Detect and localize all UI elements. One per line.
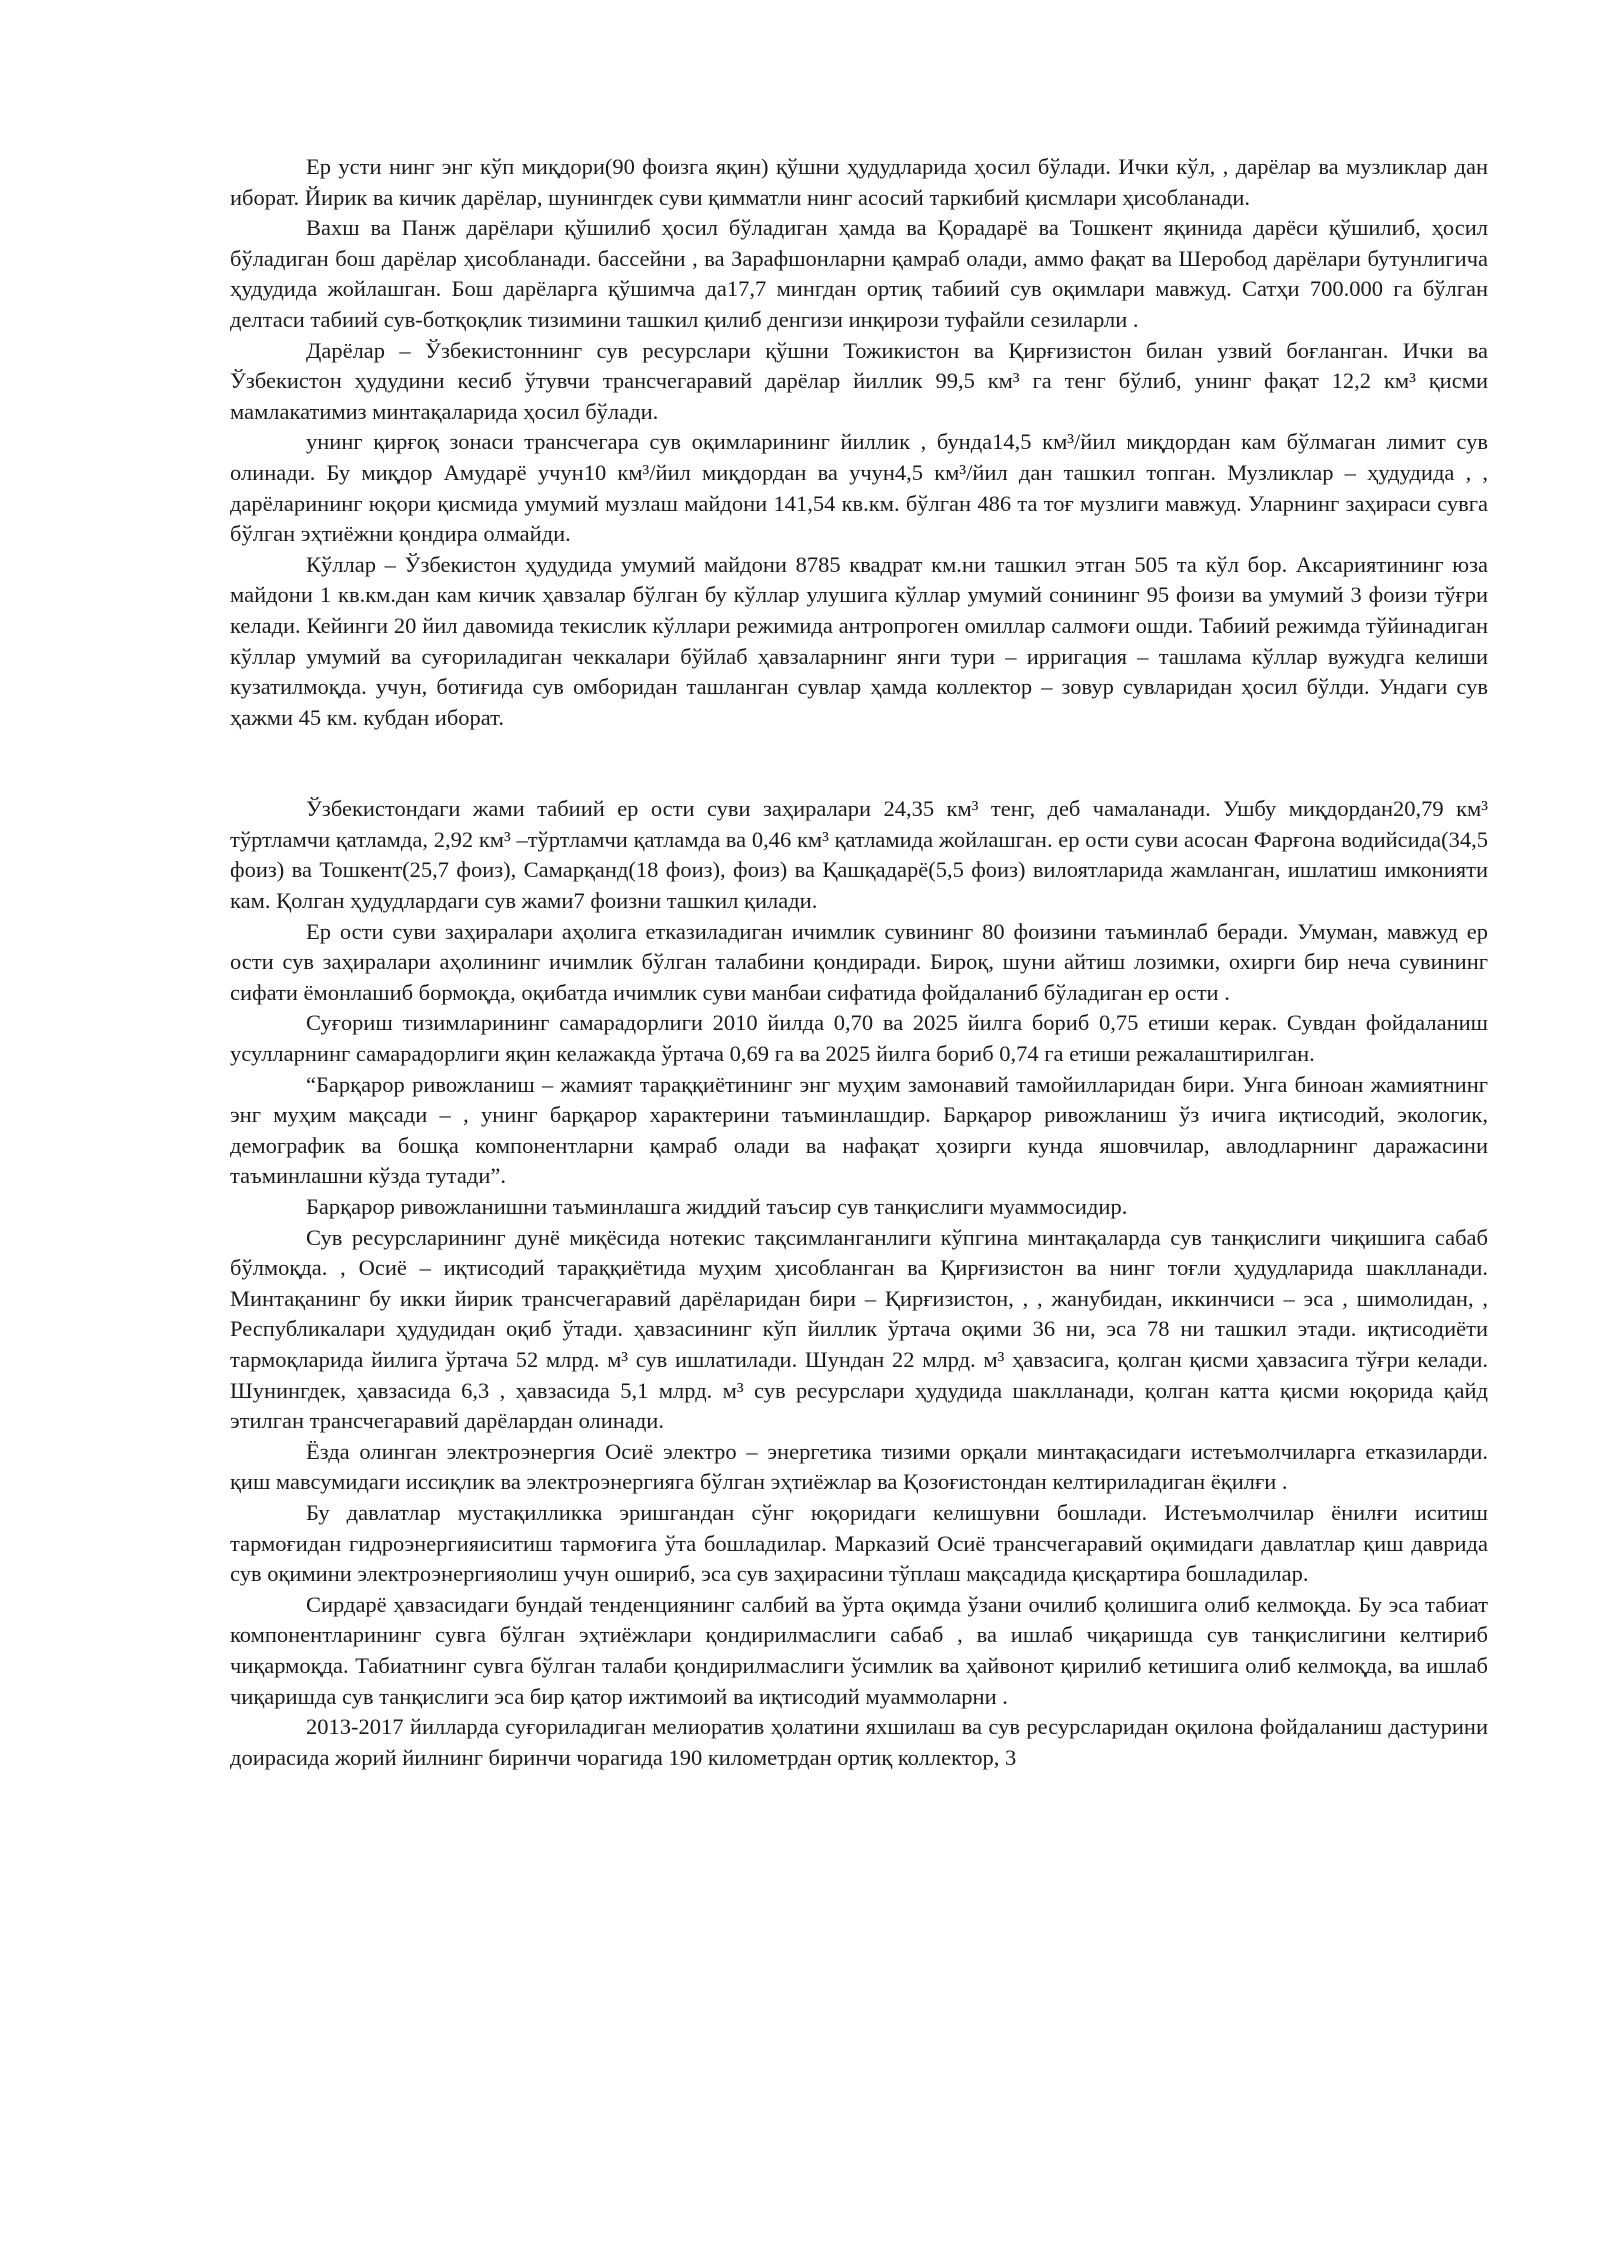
paragraph: Сирдарё ҳавзасидаги бундай тенденциянинг салбий ва ўрта оқимда ўзани очилиб қолишига олиб келмоқда. Бу эса табиат компонентларининг сувга бўлган эҳтиёжлари қондирилмаслиги сабаб , ва ишлаб чиқаришда сув танқислигини келтириб чиқармоқда. Табиатнинг сувга бўлган талаби қондирилмаслиги ўсимлик ва ҳайвонот қирилиб кетишига олиб келмоқда, ва ишлаб чиқаришда сув танқислиги эса бир қатор ижтимоий ва иқтисодий муаммоларни . (230, 1591, 1488, 1709)
paragraph: “Барқарор ривожланиш – жамият тараққиётининг энг муҳим замонавий тамойилларидан бири. Унга биноан жамиятнинг энг муҳим мақсади – , унинг барқарор характерини таъминлашдир. Барқарор ривожланиш ўз ичига иқтисодий, экологик, демографик ва бошқа компонентларни қамраб олади ва нафақат ҳозирги кунда яшовчилар, авлодларнинг даражасини таъминлашни кўзда тутади”. (230, 1071, 1488, 1189)
document-page (230, 152, 1488, 1773)
paragraph: Кўллар – Ўзбекистон ҳудудида умумий майдони 8785 квадрат км.ни ташкил этган 505 та кўл бор. Аксариятининг юза майдони 1 кв.км.дан кам кичик ҳавзалар бўлган бу кўллар улушига кўллар умумий сонининг 95 фоизи ва умумий 3 фоизи тўғри келади. Кейинги 20 йил давомида текислик кўллари режимида антропроген омиллар салмоғи ошди. Табиий режимда тўйинадиган кўллар умумий ва суғориладиган чеккалари бўйлаб ҳавзаларнинг янги тури – ирригация – ташлама кўллар вужудга келиши кузатилмоқда. учун, ботиғида сув омборидан ташланган сувлар ҳамда коллектор – зовур сувларидан ҳосил бўлди. Ундаги сув ҳажми 45 км. кубдан иборат. (230, 551, 1488, 730)
paragraph: Бу давлатлар мустақилликка эришгандан сўнг юқоридаги келишувни бошлади. Истеъмолчилар ёнилғи иситиш тармоғидан гидроэнергияиситиш тармоғига ўта бошладилар. Марказий Осиё трансчегаравий оқимидаги давлатлар қиш даврида сув оқимини электроэнергияолиш учун ошириб, эса сув заҳирасини тўплаш мақсадида қисқартира бошладилар. (230, 1499, 1488, 1587)
paragraph: Ер усти нинг энг кўп миқдори(90 фоизга яқин) қўшни ҳудудларида ҳосил бўлади. Ички кўл, , дарёлар ва музликлар дан иборат. Йирик ва кичик дарёлар, шунингдек суви қимматли нинг асосий таркибий қисмлари ҳисобланади. (230, 154, 1488, 210)
section-surface-water (230, 152, 1488, 733)
paragraph: Ер ости суви заҳиралари аҳолига етказиладиган ичимлик сувининг 80 фоизини таъминлаб беради. Умуман, мавжуд ер ости сув заҳиралари аҳолининг ичимлик бўлган талабини қондиради. Бироқ, шуни айтиш лозимки, охирги бир неча сувининг сифати ёмонлашиб бормоқда, оқибатда ичимлик суви манбаи сифатида фойдаланиб бўладиган ер ости . (230, 918, 1488, 1005)
paragraph: 2013-2017 йилларда суғориладиган мелиоратив ҳолатини яхшилаш ва сув ресурсларидан оқилона фойдаланиш дастурини доирасида жорий йилнинг биринчи чорагида 190 километрдан ортиқ коллектор, 3 (230, 1714, 1488, 1770)
paragraph: унинг қирғоқ зонаси трансчегара сув оқимларининг йиллик , бунда14,5 км³/йил миқдордан кам бўлмаган лимит сув олинади. Бу миқдор Амударё учун10 км³/йил миқдордан ва учун4,5 км³/йил дан ташкил топган. Музликлар – ҳудудида , , дарёларининг юқори қисмида умумий музлаш майдони 141,54 кв.км. бўлган 486 та тоғ музлиги мавжуд. Уларнинг заҳираси сувга бўлган эҳтиёжни қондира олмайди. (230, 429, 1488, 547)
paragraph-gap (230, 733, 1488, 794)
paragraph: Сув ресурсларининг дунё миқёсида нотекис тақсимланганлиги кўпгина минтақаларда сув танқислиги чиқишига сабаб бўлмоқда. , Осиё – иқтисодий тараққиётида муҳим ҳисобланган ва Қирғизистон ва нинг тоғли ҳудудларида шаклланади. Минтақанинг бу икки йирик трансчегаравий дарёларидан бири – Қирғизистон, , , жанубидан, иккинчиси – эса , шимолидан, , Республикалари ҳудудидан оқиб ўтади. ҳавзасининг кўп йиллик ўртача оқими 36 ни, эса 78 ни ташкил этади. иқтисодиёти тармоқларида йилига ўртача 52 млрд. м³ сув ишлатилади. Шундан 22 млрд. м³ ҳавзасига, қолган қисми ҳавзасига тўғри келади. Шунингдек, ҳавзасида 6,3 , ҳавзасида 5,1 млрд. м³ сув ресурслари ҳудудида шаклланади, қолган катта қисми юқорида қайд этилган трансчегаравий дарёлардан олинади. (230, 1224, 1488, 1434)
paragraph: Ёзда олинган электроэнергия Осиё электро – энергетика тизими орқали минтақасидаги истеъмолчиларга етказиларди. қиш мавсумидаги иссиқлик ва электроэнергияга бўлган эҳтиёжлар ва Қозоғистондан келтириладиган ёқилғи . (230, 1438, 1488, 1495)
paragraph: Барқарор ривожланишни таъминлашга жиддий таъсир сув танқислиги муаммосидир. (306, 1194, 1128, 1219)
paragraph: Ўзбекистондаги жами табиий ер ости суви заҳиралари 24,35 км³ тенг, деб чамаланади. Ушбу миқдордан20,79 км³ тўртламчи қатламда, 2,92 км³ –тўртламчи қатламда ва 0,46 км³ қатламида жойлашган. ер ости суви асосан Фарғона водийсида(34,5 фоиз) ва Тошкент(25,7 фоиз), Самарқанд(18 фоиз), фоиз) ва Қашқадарё(5,5 фоиз) вилоятларида жамланган, ишлатиш имконияти кам. Қолган ҳудудлардаги сув жами7 фоизни ташкил қилади. (230, 796, 1488, 914)
paragraph: Вахш ва Панж дарёлари қўшилиб ҳосил бўладиган ҳамда ва Қорадарё ва Тошкент яқинида дарёси қўшилиб, ҳосил бўладиган бош дарёлар ҳисобланади. бассейни , ва Зарафшонларни қамраб олади, аммо фақат ва Шеробод дарёлари бутунлигича ҳудудида жойлашган. Бош дарёларга қўшимча да17,7 мингдан ортиқ табиий сув оқимлари мавжуд. Сатҳи 700.000 га бўлган делтаси табиий сув-ботқоқлик тизимини ташкил қилиб денгизи инқирози туфайли сезиларли . (230, 215, 1488, 332)
section-groundwater (230, 794, 1488, 1773)
paragraph: Суғориш тизимларининг самарадорлиги 2010 йилда 0,70 ва 2025 йилга бориб 0,75 етиши керак. Сувдан фойдаланиш усулларнинг самарадорлиги яқин келажакда ўртача 0,69 га ва 2025 йилга бориб 0,74 га етиши режалаштирилган. (230, 1010, 1488, 1067)
paragraph: Дарёлар – Ўзбекистоннинг сув ресурслари қўшни Тожикистон ва Қирғизистон билан узвий боғланган. Ички ва Ўзбекистон ҳудудини кесиб ўтувчи трансчегаравий дарёлар йиллик 99,5 км³ га тенг бўлиб, унинг фақат 12,2 км³ қисми мамлакатимиз минтақаларида ҳосил бўлади. (230, 337, 1488, 424)
